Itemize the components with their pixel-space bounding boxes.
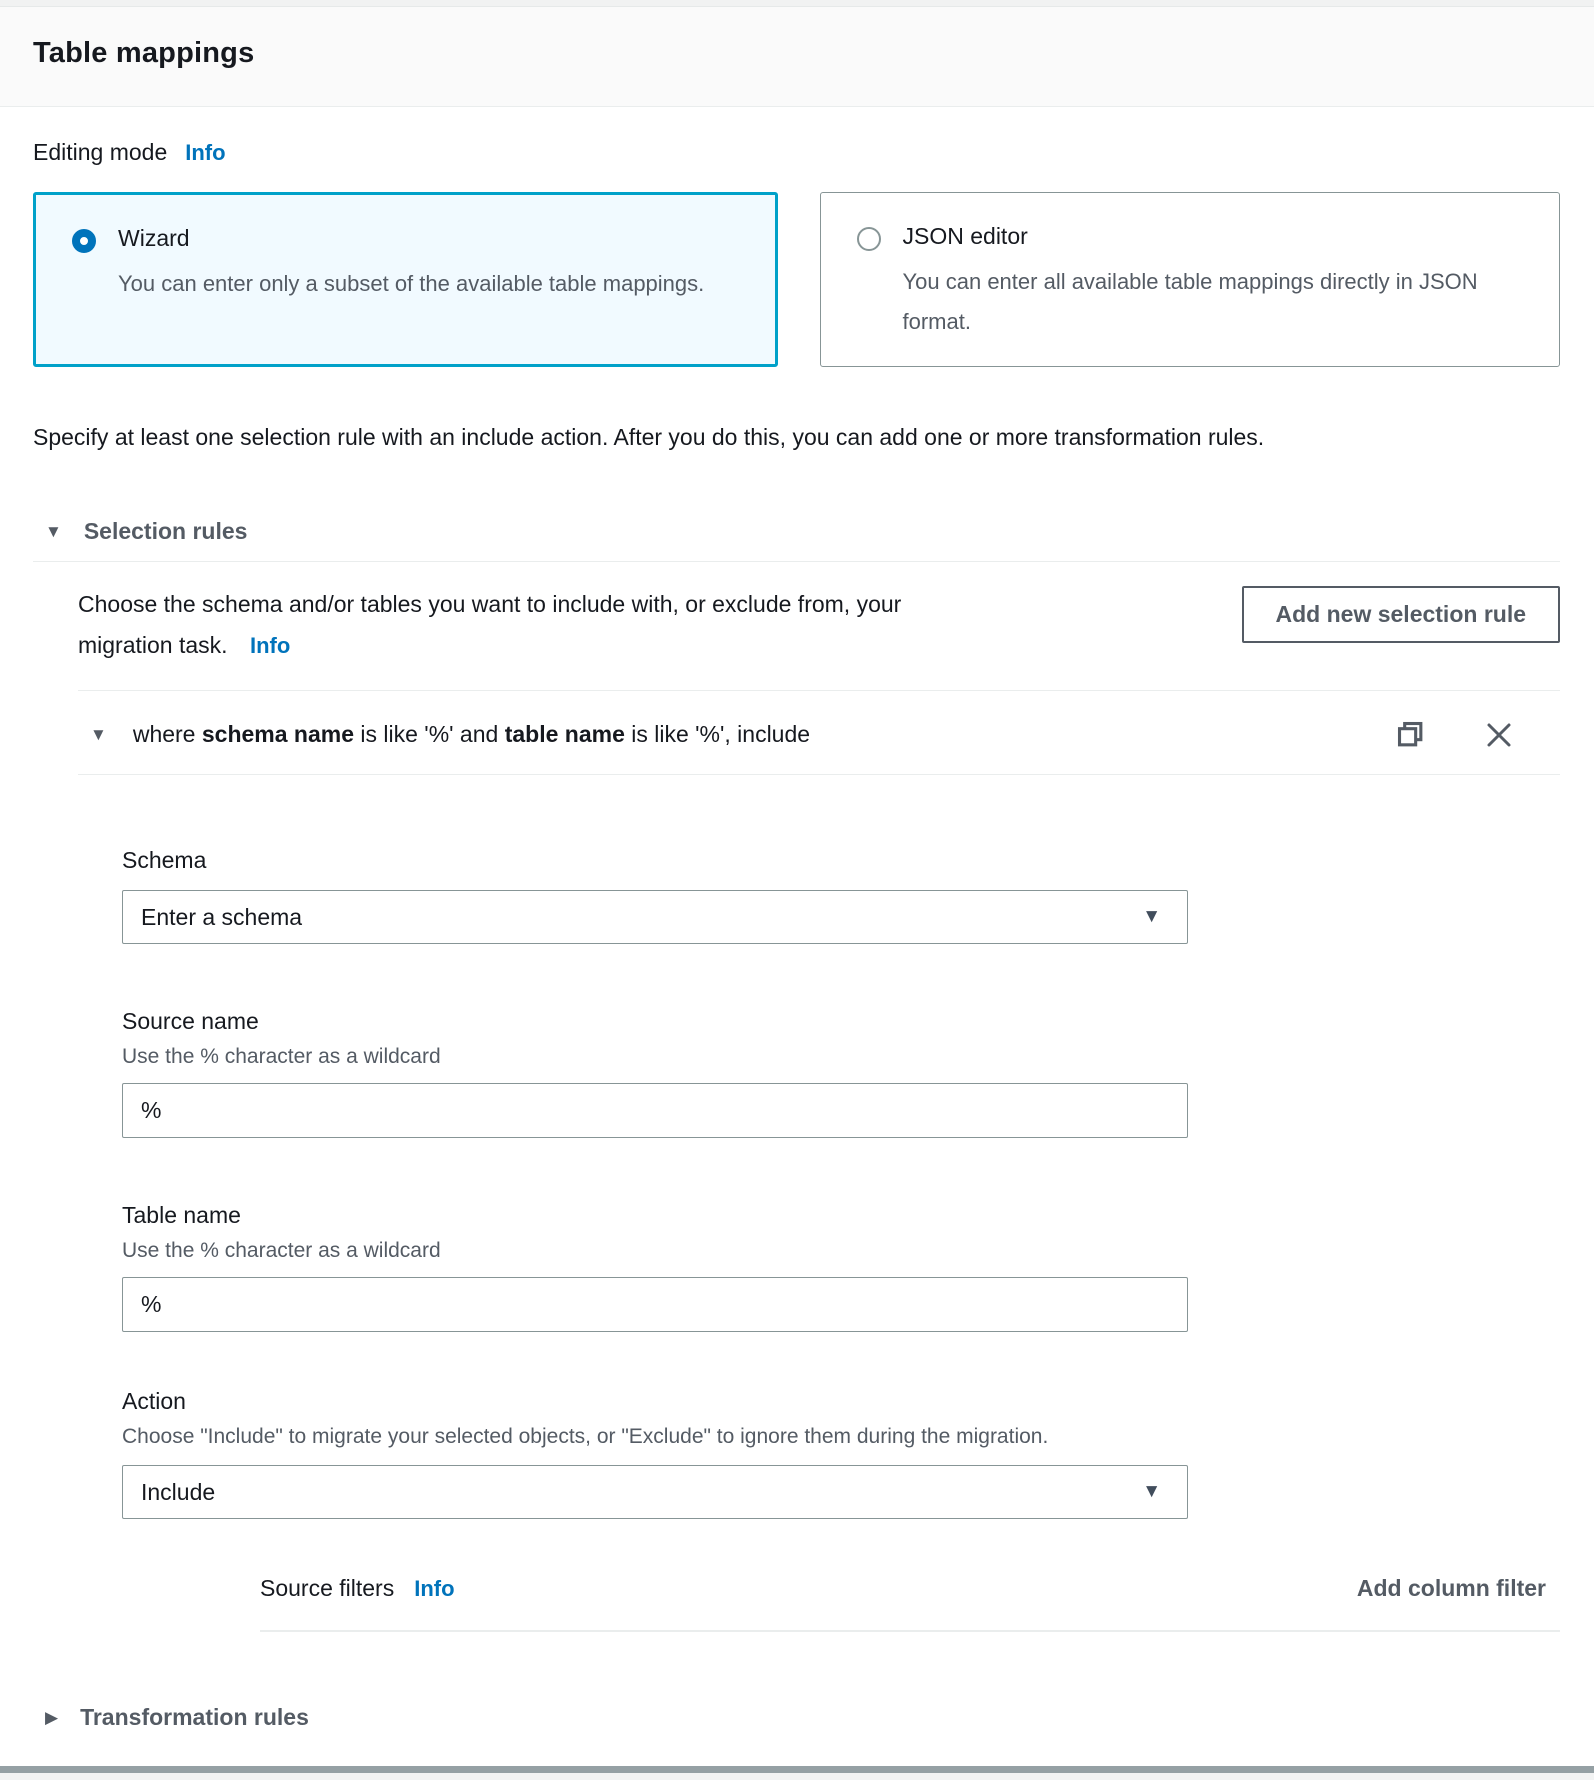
selection-rule-row xyxy=(33,691,1560,774)
source-filters-label: Source filters xyxy=(260,1575,395,1601)
table-name-field-group xyxy=(122,1202,1560,1332)
transformation-rules-title: Transformation rules xyxy=(80,1704,309,1730)
table-name-hint: Use the % character as a wildcard xyxy=(122,1239,441,1262)
page-title: Table mappings xyxy=(33,37,255,69)
editing-mode-label: Editing mode xyxy=(33,139,168,165)
wizard-option-text xyxy=(118,225,704,304)
editing-mode-options xyxy=(33,192,1560,367)
divider xyxy=(260,1630,1560,1632)
action-label: Action xyxy=(122,1388,186,1414)
rule-summary-part: where xyxy=(132,721,196,747)
duplicate-rule-button[interactable] xyxy=(1395,719,1426,750)
json-editor-option-text xyxy=(903,223,1503,342)
editing-mode-row xyxy=(33,139,1560,166)
rule-summary-schema-field: schema name xyxy=(201,721,355,747)
source-filters-info-link[interactable]: Info xyxy=(414,1576,455,1601)
rule-chevron-down-icon[interactable]: ▼ xyxy=(90,725,107,744)
source-name-input[interactable] xyxy=(122,1083,1188,1138)
source-filters-header xyxy=(260,1575,455,1602)
table-mappings-panel xyxy=(0,107,1594,1731)
selection-rules-toolbar xyxy=(33,584,1560,666)
divider xyxy=(78,774,1560,775)
top-edge-strip xyxy=(0,0,1594,7)
source-name-label: Source name xyxy=(122,1008,259,1034)
json-editor-option-card[interactable] xyxy=(820,192,1561,367)
rule-actions xyxy=(1395,719,1514,750)
selection-rule-form xyxy=(33,847,1560,1632)
transformation-rules-section-toggle[interactable] xyxy=(33,1704,1560,1731)
rule-summary-part: is like '%', include xyxy=(631,721,811,747)
action-select-value: Include xyxy=(141,1478,216,1505)
wizard-radio-selected-icon[interactable] xyxy=(72,229,96,253)
action-field-group xyxy=(122,1388,1560,1519)
selection-rules-title: Selection rules xyxy=(83,518,248,544)
json-editor-option-description: You can enter all available table mappings directly in JSON format. xyxy=(902,269,1478,334)
schema-select[interactable] xyxy=(122,890,1188,944)
bottom-edge-bar xyxy=(0,1766,1594,1773)
wizard-option-card[interactable] xyxy=(33,192,778,367)
close-icon xyxy=(1484,720,1514,750)
table-name-input[interactable] xyxy=(122,1277,1188,1332)
schema-field-group xyxy=(122,847,1560,944)
selection-rules-description-text: Choose the schema and/or tables you want to include with, or exclude from, your migration task. xyxy=(78,591,902,658)
divider xyxy=(33,561,1560,562)
source-name-field-group xyxy=(122,1008,1560,1138)
schema-label: Schema xyxy=(122,847,207,873)
dropdown-caret-icon: ▼ xyxy=(1142,1481,1161,1502)
source-name-hint: Use the % character as a wildcard xyxy=(122,1045,441,1068)
add-new-selection-rule-button[interactable]: Add new selection rule xyxy=(1242,586,1561,643)
action-hint: Choose "Include" to migrate your selected objects, or "Exclude" to ignore them during the migration. xyxy=(122,1425,1049,1448)
intro-text: Specify at least one selection rule with an include action. After you do this, you can add one or more transformation rules. xyxy=(33,424,1265,450)
wizard-option-description: You can enter only a subset of the available table mappings. xyxy=(118,271,705,296)
chevron-right-icon: ▶ xyxy=(45,1708,59,1727)
selection-rules-info-link[interactable]: Info xyxy=(249,633,291,658)
editing-mode-info-link[interactable]: Info xyxy=(185,140,226,165)
rule-summary-part: is like '%' and xyxy=(360,721,499,747)
remove-rule-button[interactable] xyxy=(1484,720,1514,750)
rule-summary-text xyxy=(133,721,810,748)
dropdown-caret-icon: ▼ xyxy=(1142,906,1161,927)
action-select[interactable] xyxy=(122,1465,1188,1519)
schema-select-value: Enter a schema xyxy=(141,903,303,930)
selection-rules-description xyxy=(78,584,983,666)
section-header-bar xyxy=(0,7,1594,107)
rule-summary-table-field: table name xyxy=(504,721,625,747)
bottom-edge-strip xyxy=(0,1773,1594,1780)
table-name-label: Table name xyxy=(122,1202,241,1228)
selection-rules-section-toggle[interactable] xyxy=(33,518,1560,545)
copy-icon xyxy=(1395,719,1426,750)
chevron-down-icon: ▼ xyxy=(45,522,62,541)
json-editor-radio-icon[interactable] xyxy=(857,227,881,251)
add-column-filter-button[interactable]: Add column filter xyxy=(1356,1575,1546,1601)
wizard-option-label: Wizard xyxy=(118,225,190,251)
source-filters-row xyxy=(260,1575,1560,1602)
json-editor-option-label: JSON editor xyxy=(902,223,1028,249)
